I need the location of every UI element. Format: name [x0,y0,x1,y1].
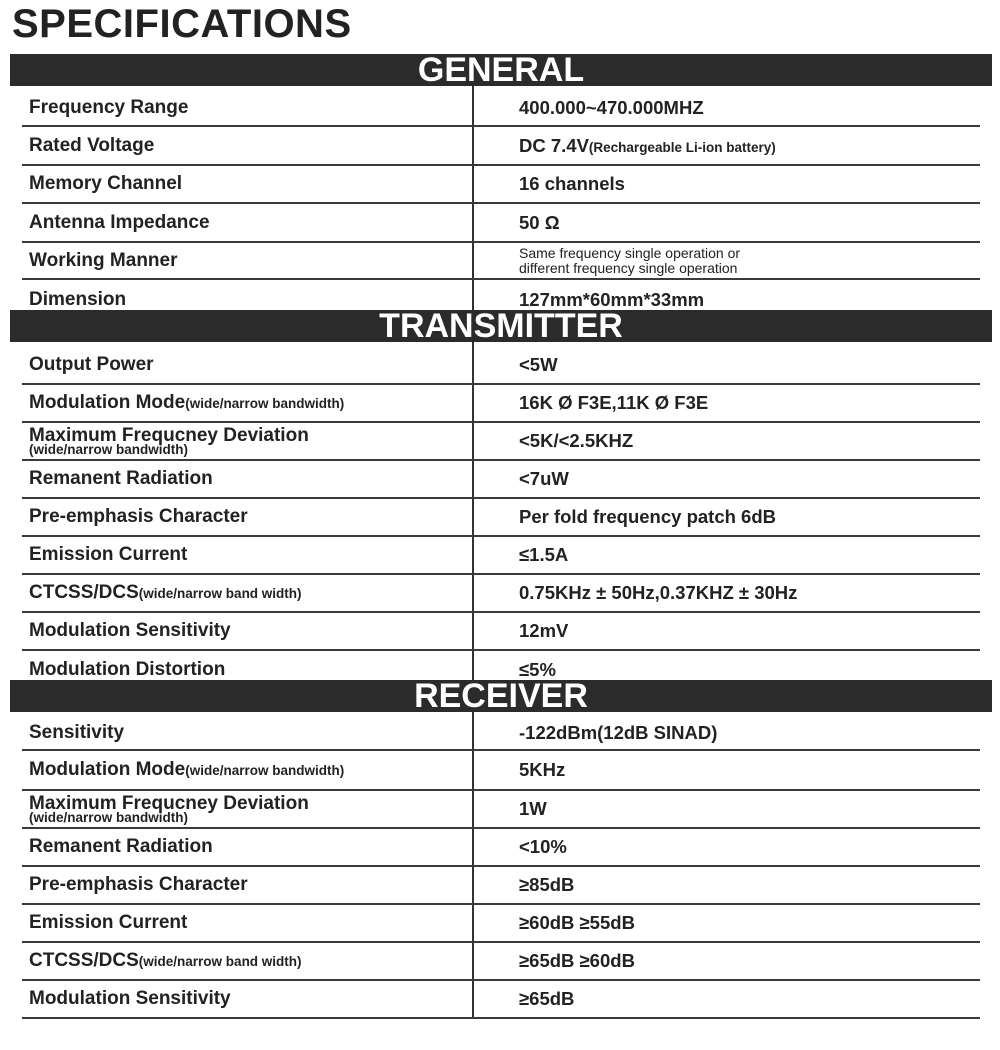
spec-value: ≤1.5A [519,544,569,565]
spec-value: ≥65dB ≥60dB [519,950,635,971]
spec-value: -122dBm(12dB SINAD) [519,722,718,743]
spec-label: Dimension [29,289,127,310]
spec-label-sub: (wide/narrow bandwidth) [29,810,188,825]
spec-value: 127mm*60mm*33mm [519,289,705,310]
spec-label: Modulation Distortion [29,659,226,680]
spec-row [22,575,980,613]
page-title: SPECIFICATIONS [12,2,352,46]
spec-label: Output Power [29,354,154,375]
spec-row [22,867,980,905]
spec-value: DC 7.4V [519,134,589,156]
spec-label: Maximum Frequcney Deviation [29,425,309,446]
spec-row [22,943,980,981]
spec-row [22,537,980,575]
spec-value: 50 Ω [519,211,560,233]
spec-value-note: (Rechargeable Li-ion battery) [588,139,776,155]
spec-label: Emission Current [29,544,188,565]
spec-value-line: different frequency single operation [519,259,738,276]
spec-value: 0.75KHz ± 50Hz,0.37KHZ ± 30Hz [519,582,798,603]
spec-label: Rated Voltage [29,134,155,156]
section-header-receiver: RECEIVER [10,680,992,712]
spec-label: Modulation Mode [29,391,186,413]
spec-table-receiver [10,717,992,1019]
spec-label: Modulation Sensitivity [29,988,231,1009]
spec-row [22,243,980,280]
spec-row [22,613,980,651]
spec-table-transmitter [10,347,992,689]
spec-row [22,347,980,385]
spec-label-note: (wide/narrow band width) [138,953,302,969]
spec-label: Modulation Mode [29,758,186,780]
spec-value: ≥85dB [519,874,575,895]
spec-value: 5KHz [519,759,566,780]
receiver-section [10,680,992,1019]
spec-label: Maximum Frequcney Deviation [29,793,309,814]
transmitter-section [10,310,992,689]
spec-value: 16 channels [519,173,625,194]
spec-row [22,829,980,867]
spec-label: CTCSS/DCS [29,949,139,971]
spec-row [22,791,980,829]
spec-value: <5K/<2.5KHZ [519,430,634,451]
spec-label-sub: (wide/narrow bandwidth) [29,442,188,457]
spec-label: Pre-emphasis Character [29,874,248,895]
spec-label-note: (wide/narrow band width) [138,585,302,601]
spec-value: ≤5% [519,659,556,680]
spec-row [22,385,980,423]
spec-row [22,166,980,204]
spec-row [22,91,980,127]
spec-value: <7uW [519,468,569,489]
spec-label: Emission Current [29,912,188,933]
spec-row [22,499,980,537]
spec-value: 12mV [519,620,569,641]
spec-row [22,423,980,461]
spec-value: <5W [519,354,558,375]
spec-row [22,127,980,166]
spec-row [22,717,980,751]
spec-value: Per fold frequency patch 6dB [519,506,776,527]
general-section [10,54,992,320]
spec-label: CTCSS/DCS [29,581,139,603]
spec-row [22,204,980,243]
spec-value: ≥65dB [519,988,575,1009]
spec-label: Antenna Impedance [29,211,210,233]
spec-label: Remanent Radiation [29,468,213,489]
spec-value-line: Same frequency single operation or [519,244,741,261]
section-header-transmitter: TRANSMITTER [10,310,992,342]
spec-row [22,905,980,943]
spec-value: <10% [519,836,567,857]
spec-row [22,981,980,1019]
section-header-general: GENERAL [10,54,992,86]
spec-label-note: (wide/narrow bandwidth) [185,762,345,778]
spec-value: ≥60dB ≥55dB [519,912,635,933]
spec-label: Remanent Radiation [29,836,213,857]
spec-table-general [10,91,992,320]
spec-label: Modulation Sensitivity [29,620,231,641]
spec-row [22,461,980,499]
spec-label: Sensitivity [29,722,125,743]
spec-row [22,751,980,791]
spec-value: 16K Ø F3E,11K Ø F3E [519,392,709,413]
spec-label: Working Manner [29,249,178,271]
spec-value: 1W [519,798,547,819]
spec-label: Pre-emphasis Character [29,506,248,527]
spec-label-note: (wide/narrow bandwidth) [185,395,345,411]
spec-label: Frequency Range [29,97,189,118]
spec-label: Memory Channel [29,173,183,194]
spec-value: 400.000~470.000MHZ [519,97,704,118]
